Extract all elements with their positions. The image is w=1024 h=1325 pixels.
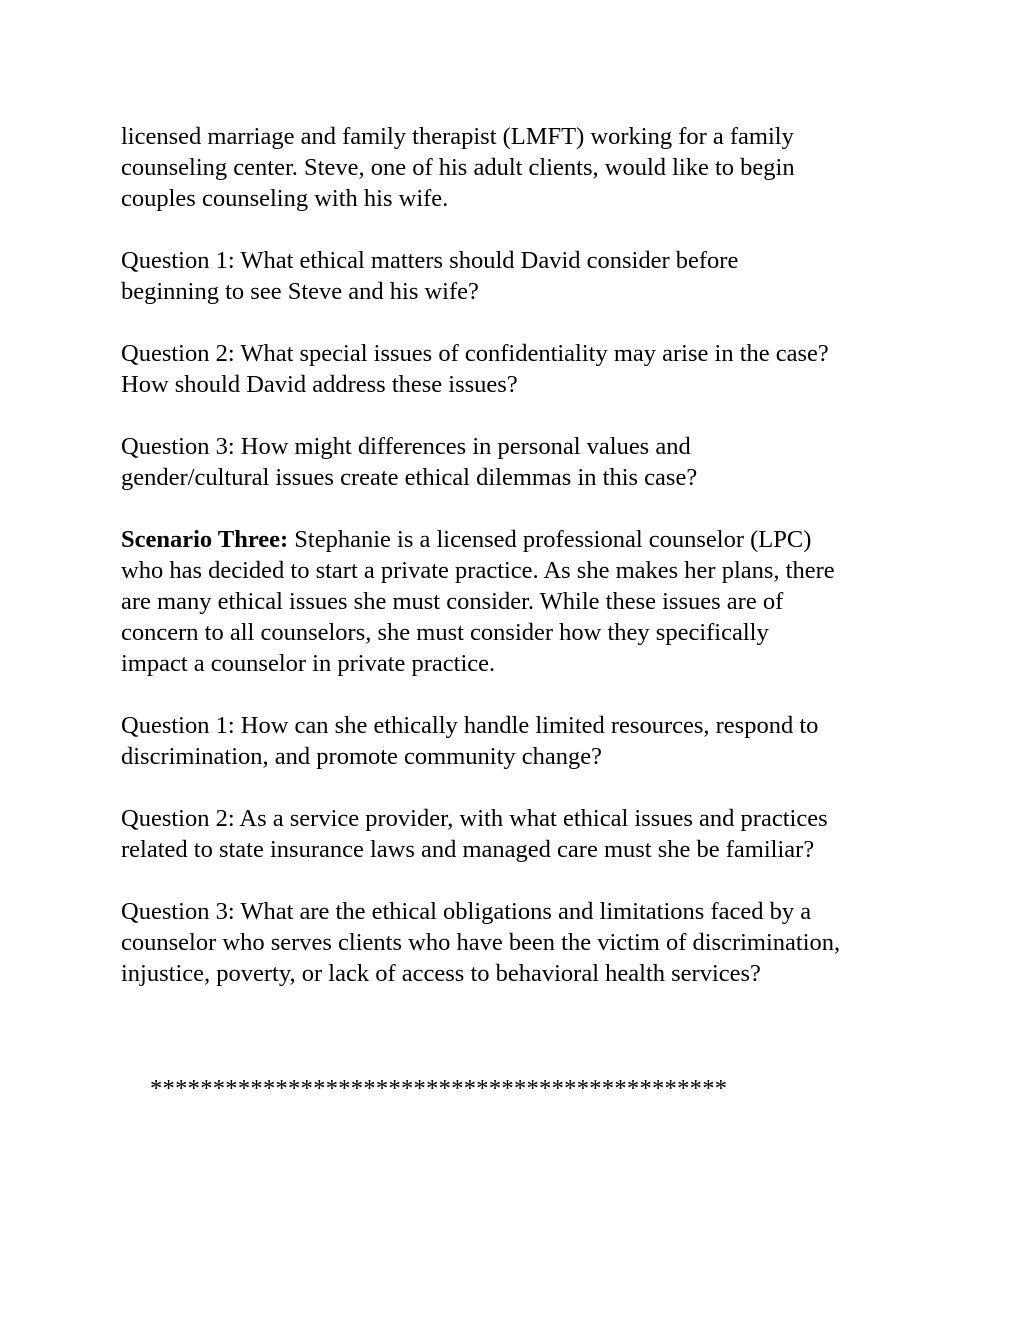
paragraph-text: Question 1: How can she ethically handle limited resources, respond to discrimination, and promote community change?	[121, 712, 819, 770]
paragraph-text: licensed marriage and family therapist (LMFT) working for a family counseling center. Steve, one of his adult clients, would like to begin couples counseling with his wife.	[121, 123, 795, 212]
paragraph-text: Stephanie is a licensed professional counselor (LPC) who has decided to start a private practice. As she makes her plans, there are many ethical issues she must consider. While these issues are of concern to all counselors, she must consider how they specifically impact a counselor in private practice.	[121, 526, 835, 677]
scenario-heading: Scenario Three:	[121, 526, 289, 553]
paragraph-scenario-three	[121, 524, 921, 679]
paragraph-text: Question 2: As a service provider, with what ethical issues and practices related to state insurance laws and managed care must she be familiar?	[121, 805, 828, 863]
paragraph-scenario3-question-2	[121, 803, 921, 865]
paragraph-scenario2-question-3	[121, 431, 921, 493]
paragraph-text: Question 3: How might differences in personal values and gender/cultural issues create ethical dilemmas in this case?	[121, 433, 698, 491]
paragraph-scenario3-question-1	[121, 710, 921, 772]
paragraph-text: Question 2: What special issues of confidentiality may arise in the case? How should David address these issues?	[121, 340, 829, 398]
paragraph-text: Question 1: What ethical matters should David consider before beginning to see Steve and his wife?	[121, 247, 739, 305]
paragraph-scenario2-question-2	[121, 338, 921, 400]
paragraph-scenario3-question-3	[121, 896, 921, 989]
document-body	[121, 121, 921, 1020]
paragraph-text: Question 3: What are the ethical obligations and limitations faced by a counselor who serves clients who have been the victim of discrimination, injustice, poverty, or lack of access to behavioral health services?	[121, 898, 841, 987]
paragraph-case-intro	[121, 121, 921, 214]
asterisk-divider: **********************************************	[150, 1075, 728, 1102]
paragraph-scenario2-question-1	[121, 245, 921, 307]
